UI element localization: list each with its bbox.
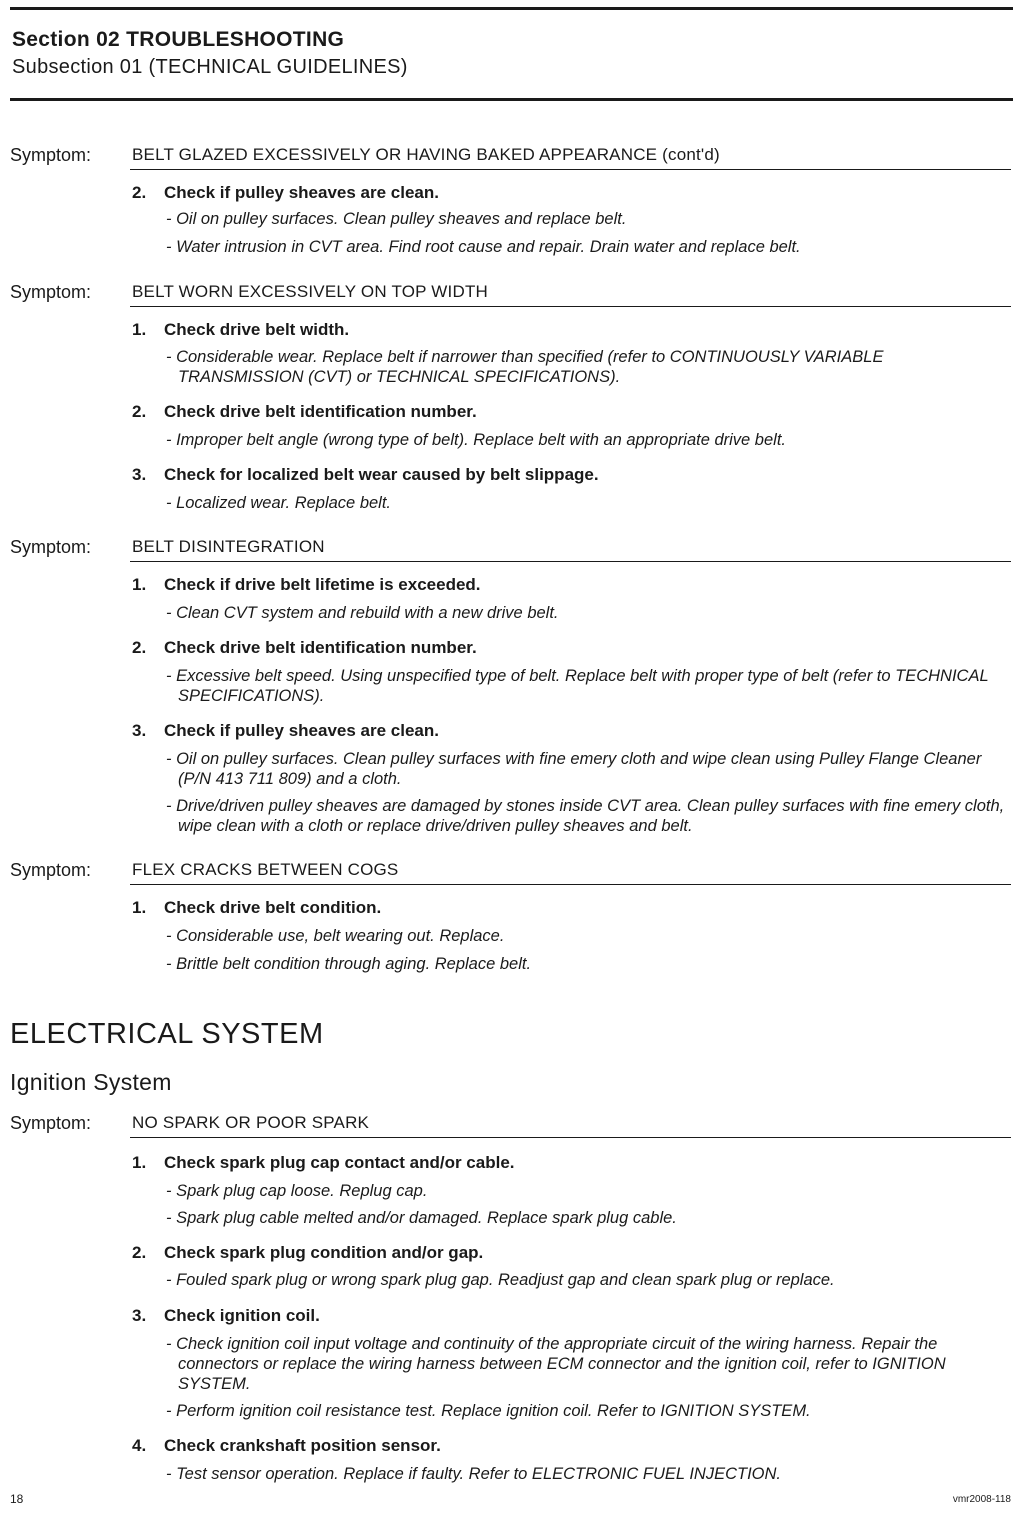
symptom-label: Symptom:: [10, 1113, 92, 1133]
step-text: Check crankshaft position sensor.: [164, 1436, 441, 1455]
symptom-label: Symptom:: [10, 282, 92, 302]
step-text: Check spark plug condition and/or gap.: [164, 1243, 484, 1262]
step-number: 1.: [132, 898, 147, 917]
symptom-title: BELT WORN EXCESSIVELY ON TOP WIDTH: [132, 282, 489, 301]
heading-electrical-system: ELECTRICAL SYSTEM: [10, 1018, 324, 1050]
step-note: - Considerable use, belt wearing out. Replace.: [166, 927, 505, 945]
check-step: [132, 1243, 483, 1263]
check-step: [132, 1436, 441, 1456]
step-number: 1.: [132, 575, 147, 594]
step-number: 2.: [132, 638, 147, 657]
check-step: [132, 721, 439, 741]
step-number: 1.: [132, 1153, 147, 1172]
step-text: Check for localized belt wear caused by belt slippage.: [164, 465, 599, 484]
symptom-label: Symptom:: [10, 537, 92, 557]
symptom-row: [10, 537, 1011, 563]
document-code: vmr2008-118: [952, 1494, 1011, 1505]
step-text: Check drive belt identification number.: [164, 402, 477, 421]
symptom-underline: [130, 884, 1011, 885]
step-note: - Oil on pulley surfaces. Clean pulley surfaces with fine emery cloth and wipe clean using Pulley Flange Cleaner (P/N 413 711 809) and a cloth.: [166, 750, 982, 788]
check-step: [132, 320, 349, 340]
step-number: 3.: [132, 1306, 147, 1325]
step-text: Check if pulley sheaves are clean.: [164, 721, 439, 740]
step-note: - Water intrusion in CVT area. Find root cause and repair. Drain water and replace belt.: [166, 238, 801, 256]
step-note: - Oil on pulley surfaces. Clean pulley sheaves and replace belt.: [166, 210, 627, 228]
step-note: - Excessive belt speed. Using unspecified type of belt. Replace belt with proper type of belt (refer to TECHNICAL SPECIFICATIONS).: [166, 667, 989, 705]
symptom-underline: [130, 169, 1011, 170]
symptom-title: BELT GLAZED EXCESSIVELY OR HAVING BAKED APPEARANCE (cont'd): [132, 145, 720, 164]
header-bottom-rule: [10, 98, 1013, 101]
page-number: 18: [10, 1492, 24, 1506]
step-text: Check ignition coil.: [164, 1306, 320, 1325]
step-note: - Check ignition coil input voltage and continuity of the appropriate circuit of the wiring harness. Repair the connectors or replace the wiring harness between ECM connector and the ignition coil, refer to IGNITION SYSTEM.: [166, 1335, 946, 1393]
step-note: - Brittle belt condition through aging. Replace belt.: [166, 955, 532, 973]
step-note: - Perform ignition coil resistance test. Replace ignition coil. Refer to IGNITION SYSTEM.: [166, 1402, 811, 1420]
step-note: - Drive/driven pulley sheaves are damaged by stones inside CVT area. Clean pulley surfaces with fine emery cloth, wipe clean with a cloth or replace drive/driven pulley sheaves and belt.: [166, 797, 1005, 835]
symptom-label: Symptom:: [10, 145, 92, 165]
step-number: 2.: [132, 402, 147, 421]
symptom-underline: [130, 561, 1011, 562]
step-number: 4.: [132, 1436, 147, 1455]
step-number: 3.: [132, 721, 147, 740]
step-note: - Clean CVT system and rebuild with a new drive belt.: [166, 604, 559, 622]
check-step: [132, 183, 439, 203]
subsection-title: Subsection 01 (TECHNICAL GUIDELINES): [12, 56, 408, 78]
step-text: Check drive belt identification number.: [164, 638, 477, 657]
step-text: Check if pulley sheaves are clean.: [164, 183, 439, 202]
step-note: - Localized wear. Replace belt.: [166, 494, 392, 512]
step-text: Check drive belt width.: [164, 320, 350, 339]
symptom-row: [10, 1113, 1011, 1139]
section-title: Section 02 TROUBLESHOOTING: [12, 28, 345, 51]
step-number: 1.: [132, 320, 147, 339]
symptom-row: [10, 860, 1011, 886]
step-note: - Fouled spark plug or wrong spark plug gap. Readjust gap and clean spark plug or replace.: [166, 1271, 835, 1289]
symptom-label: Symptom:: [10, 860, 92, 880]
step-text: Check drive belt condition.: [164, 898, 382, 917]
step-note: - Spark plug cap loose. Replug cap.: [166, 1182, 428, 1200]
symptom-row: [10, 145, 1011, 171]
heading-ignition-system: Ignition System: [10, 1069, 172, 1095]
check-step: [132, 402, 477, 422]
step-number: 2.: [132, 1243, 147, 1262]
symptom-underline: [130, 1137, 1011, 1138]
step-number: 2.: [132, 183, 147, 202]
step-number: 3.: [132, 465, 147, 484]
check-step: [132, 575, 481, 595]
check-step: [132, 465, 599, 485]
step-note: - Test sensor operation. Replace if faulty. Refer to ELECTRONIC FUEL INJECTION.: [166, 1465, 781, 1483]
symptom-title: BELT DISINTEGRATION: [132, 537, 325, 556]
symptom-title: FLEX CRACKS BETWEEN COGS: [132, 860, 399, 879]
step-note: - Spark plug cable melted and/or damaged. Replace spark plug cable.: [166, 1209, 677, 1227]
symptom-row: [10, 282, 1011, 308]
step-text: Check if drive belt lifetime is exceeded.: [164, 575, 481, 594]
check-step: [132, 898, 381, 918]
step-note: - Considerable wear. Replace belt if narrower than specified (refer to CONTINUOUSLY VARIABLE TRANSMISSION (CVT) or TECHNICAL SPECIFICATIONS).: [166, 348, 884, 386]
check-step: [132, 1306, 320, 1326]
header-top-rule: [10, 7, 1013, 10]
check-step: [132, 1153, 515, 1173]
step-text: Check spark plug cap contact and/or cable.: [164, 1153, 515, 1172]
symptom-title: NO SPARK OR POOR SPARK: [132, 1113, 370, 1132]
step-note: - Improper belt angle (wrong type of belt). Replace belt with an appropriate drive belt.: [166, 431, 786, 449]
check-step: [132, 638, 477, 658]
symptom-underline: [130, 306, 1011, 307]
